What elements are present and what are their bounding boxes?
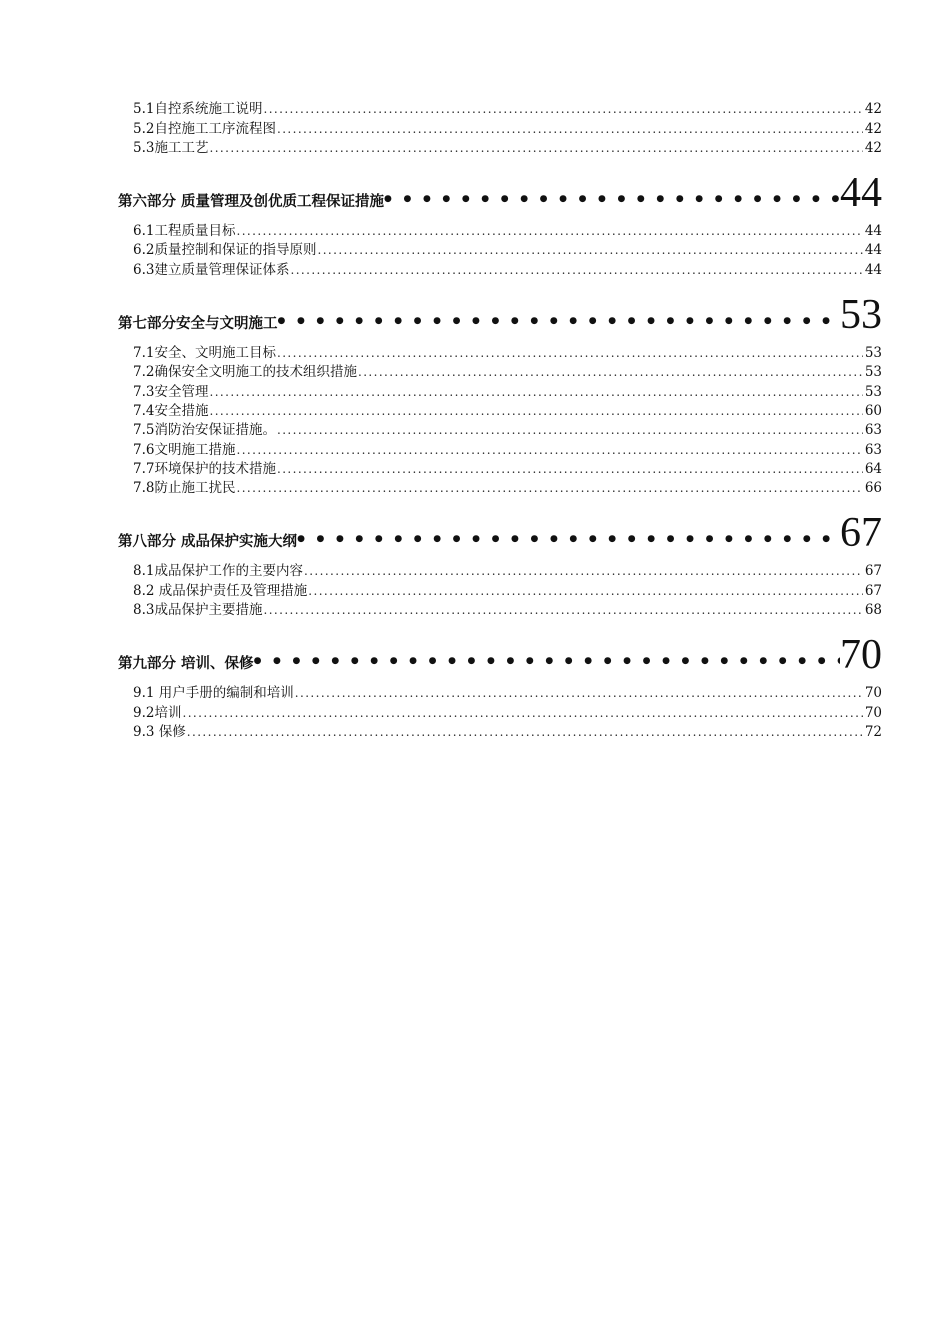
entry-title: 5.3施工工艺 (133, 139, 209, 156)
entry-page-number: 63 (864, 441, 882, 458)
section-title: 第六部分 质量管理及创优质工程保证措施 (118, 193, 385, 210)
section-title: 第八部分 成品保护实施大纲 (118, 534, 298, 551)
dot-leader (290, 261, 862, 280)
entry-page-number: 44 (864, 223, 882, 240)
toc-entry[interactable] (118, 241, 882, 260)
toc-entry[interactable] (118, 119, 882, 138)
bullet-leader (297, 529, 840, 554)
dot-leader (236, 479, 862, 498)
toc-group (118, 169, 882, 280)
dot-leader (236, 222, 862, 241)
entry-page-number: 70 (864, 685, 882, 702)
dot-leader (277, 421, 863, 440)
entry-title: 6.2质量控制和保证的指导原则 (133, 242, 317, 259)
toc-entry[interactable] (118, 703, 882, 722)
dot-leader (263, 100, 862, 119)
toc-entry[interactable] (118, 440, 882, 459)
entry-title: 7.7环境保护的技术措施 (133, 460, 276, 477)
toc-group (118, 100, 882, 158)
toc-entry[interactable] (118, 139, 882, 158)
toc-entry[interactable] (118, 222, 882, 241)
dot-leader (277, 460, 863, 479)
dot-leader (308, 582, 863, 601)
toc-entry[interactable] (118, 562, 882, 581)
entry-title: 7.8防止施工扰民 (133, 480, 236, 497)
toc-entry[interactable] (118, 260, 882, 279)
entry-page-number: 42 (864, 120, 882, 137)
entry-page-number: 67 (864, 582, 882, 599)
entry-title: 7.4安全措施 (133, 402, 209, 419)
entry-page-number: 70 (864, 704, 882, 721)
section-page-number: 53 (840, 291, 882, 338)
entry-title: 9.1 用户手册的编制和培训 (133, 685, 294, 702)
toc-entry[interactable] (118, 344, 882, 363)
dot-leader (182, 704, 862, 723)
entry-title: 5.1自控系统施工说明 (133, 101, 263, 118)
section-page-number: 44 (840, 169, 882, 216)
section-page-number: 67 (840, 510, 882, 557)
toc-entry[interactable] (118, 684, 882, 703)
toc-entry[interactable] (118, 581, 882, 600)
entry-title: 9.3 保修 (133, 723, 186, 740)
toc-group (118, 512, 882, 620)
toc-entry[interactable] (118, 723, 882, 742)
entry-title: 8.1成品保护工作的主要内容 (133, 563, 303, 580)
dot-leader (209, 383, 862, 402)
entry-title: 6.3建立质量管理保证体系 (133, 261, 290, 278)
toc-entry[interactable] (118, 100, 882, 119)
toc-entry[interactable] (118, 479, 882, 498)
toc-entry[interactable] (118, 460, 882, 479)
entry-title: 7.3安全管理 (133, 383, 209, 400)
dot-leader (358, 363, 863, 382)
dot-leader (277, 120, 863, 139)
entry-page-number: 53 (864, 383, 882, 400)
entry-title: 6.1工程质量目标 (133, 223, 236, 240)
entry-title: 8.2 成品保护责任及管理措施 (133, 582, 308, 599)
entry-page-number: 53 (864, 364, 882, 381)
toc-entry[interactable] (118, 601, 882, 620)
bullet-leader (254, 651, 840, 676)
entry-page-number: 63 (864, 422, 882, 439)
entry-title: 7.1安全、文明施工目标 (133, 345, 276, 362)
section-heading[interactable] (118, 510, 882, 557)
section-page-number: 70 (840, 632, 882, 679)
dot-leader (263, 601, 862, 620)
dot-leader (295, 684, 863, 703)
dot-leader (277, 344, 863, 363)
entry-page-number: 42 (864, 101, 882, 118)
section-title: 第七部分安全与文明施工 (118, 315, 278, 332)
bullet-leader (278, 311, 841, 336)
entry-title: 8.3成品保护主要措施 (133, 602, 263, 619)
dot-leader (209, 139, 862, 158)
entry-page-number: 68 (864, 602, 882, 619)
toc-entry[interactable] (118, 382, 882, 401)
toc-entry[interactable] (118, 402, 882, 421)
entry-page-number: 53 (864, 345, 882, 362)
entry-page-number: 42 (864, 139, 882, 156)
entry-title: 7.2确保安全文明施工的技术组织措施 (133, 364, 357, 381)
toc-group (118, 634, 882, 742)
section-heading[interactable] (118, 291, 882, 338)
dot-leader (317, 241, 862, 260)
entry-title: 7.5消防治安保证措施。 (133, 422, 276, 439)
dot-leader (236, 441, 862, 460)
section-heading[interactable] (118, 632, 882, 679)
entry-title: 9.2培训 (133, 704, 182, 721)
section-heading[interactable] (118, 169, 882, 216)
entry-page-number: 66 (864, 480, 882, 497)
entry-page-number: 44 (864, 261, 882, 278)
toc-entry[interactable] (118, 363, 882, 382)
entry-page-number: 44 (864, 242, 882, 259)
entry-page-number: 60 (864, 402, 882, 419)
entry-page-number: 64 (864, 460, 882, 477)
dot-leader (304, 562, 863, 581)
dot-leader (187, 723, 863, 742)
toc-group (118, 291, 882, 498)
entry-page-number: 72 (864, 723, 882, 740)
table-of-contents (118, 100, 882, 742)
toc-entry[interactable] (118, 421, 882, 440)
entry-page-number: 67 (864, 563, 882, 580)
entry-title: 5.2自控施工工序流程图 (133, 120, 276, 137)
entry-title: 7.6文明施工措施 (133, 441, 236, 458)
dot-leader (209, 402, 862, 421)
bullet-leader (384, 189, 840, 214)
section-title: 第九部分 培训、保修 (118, 656, 254, 673)
